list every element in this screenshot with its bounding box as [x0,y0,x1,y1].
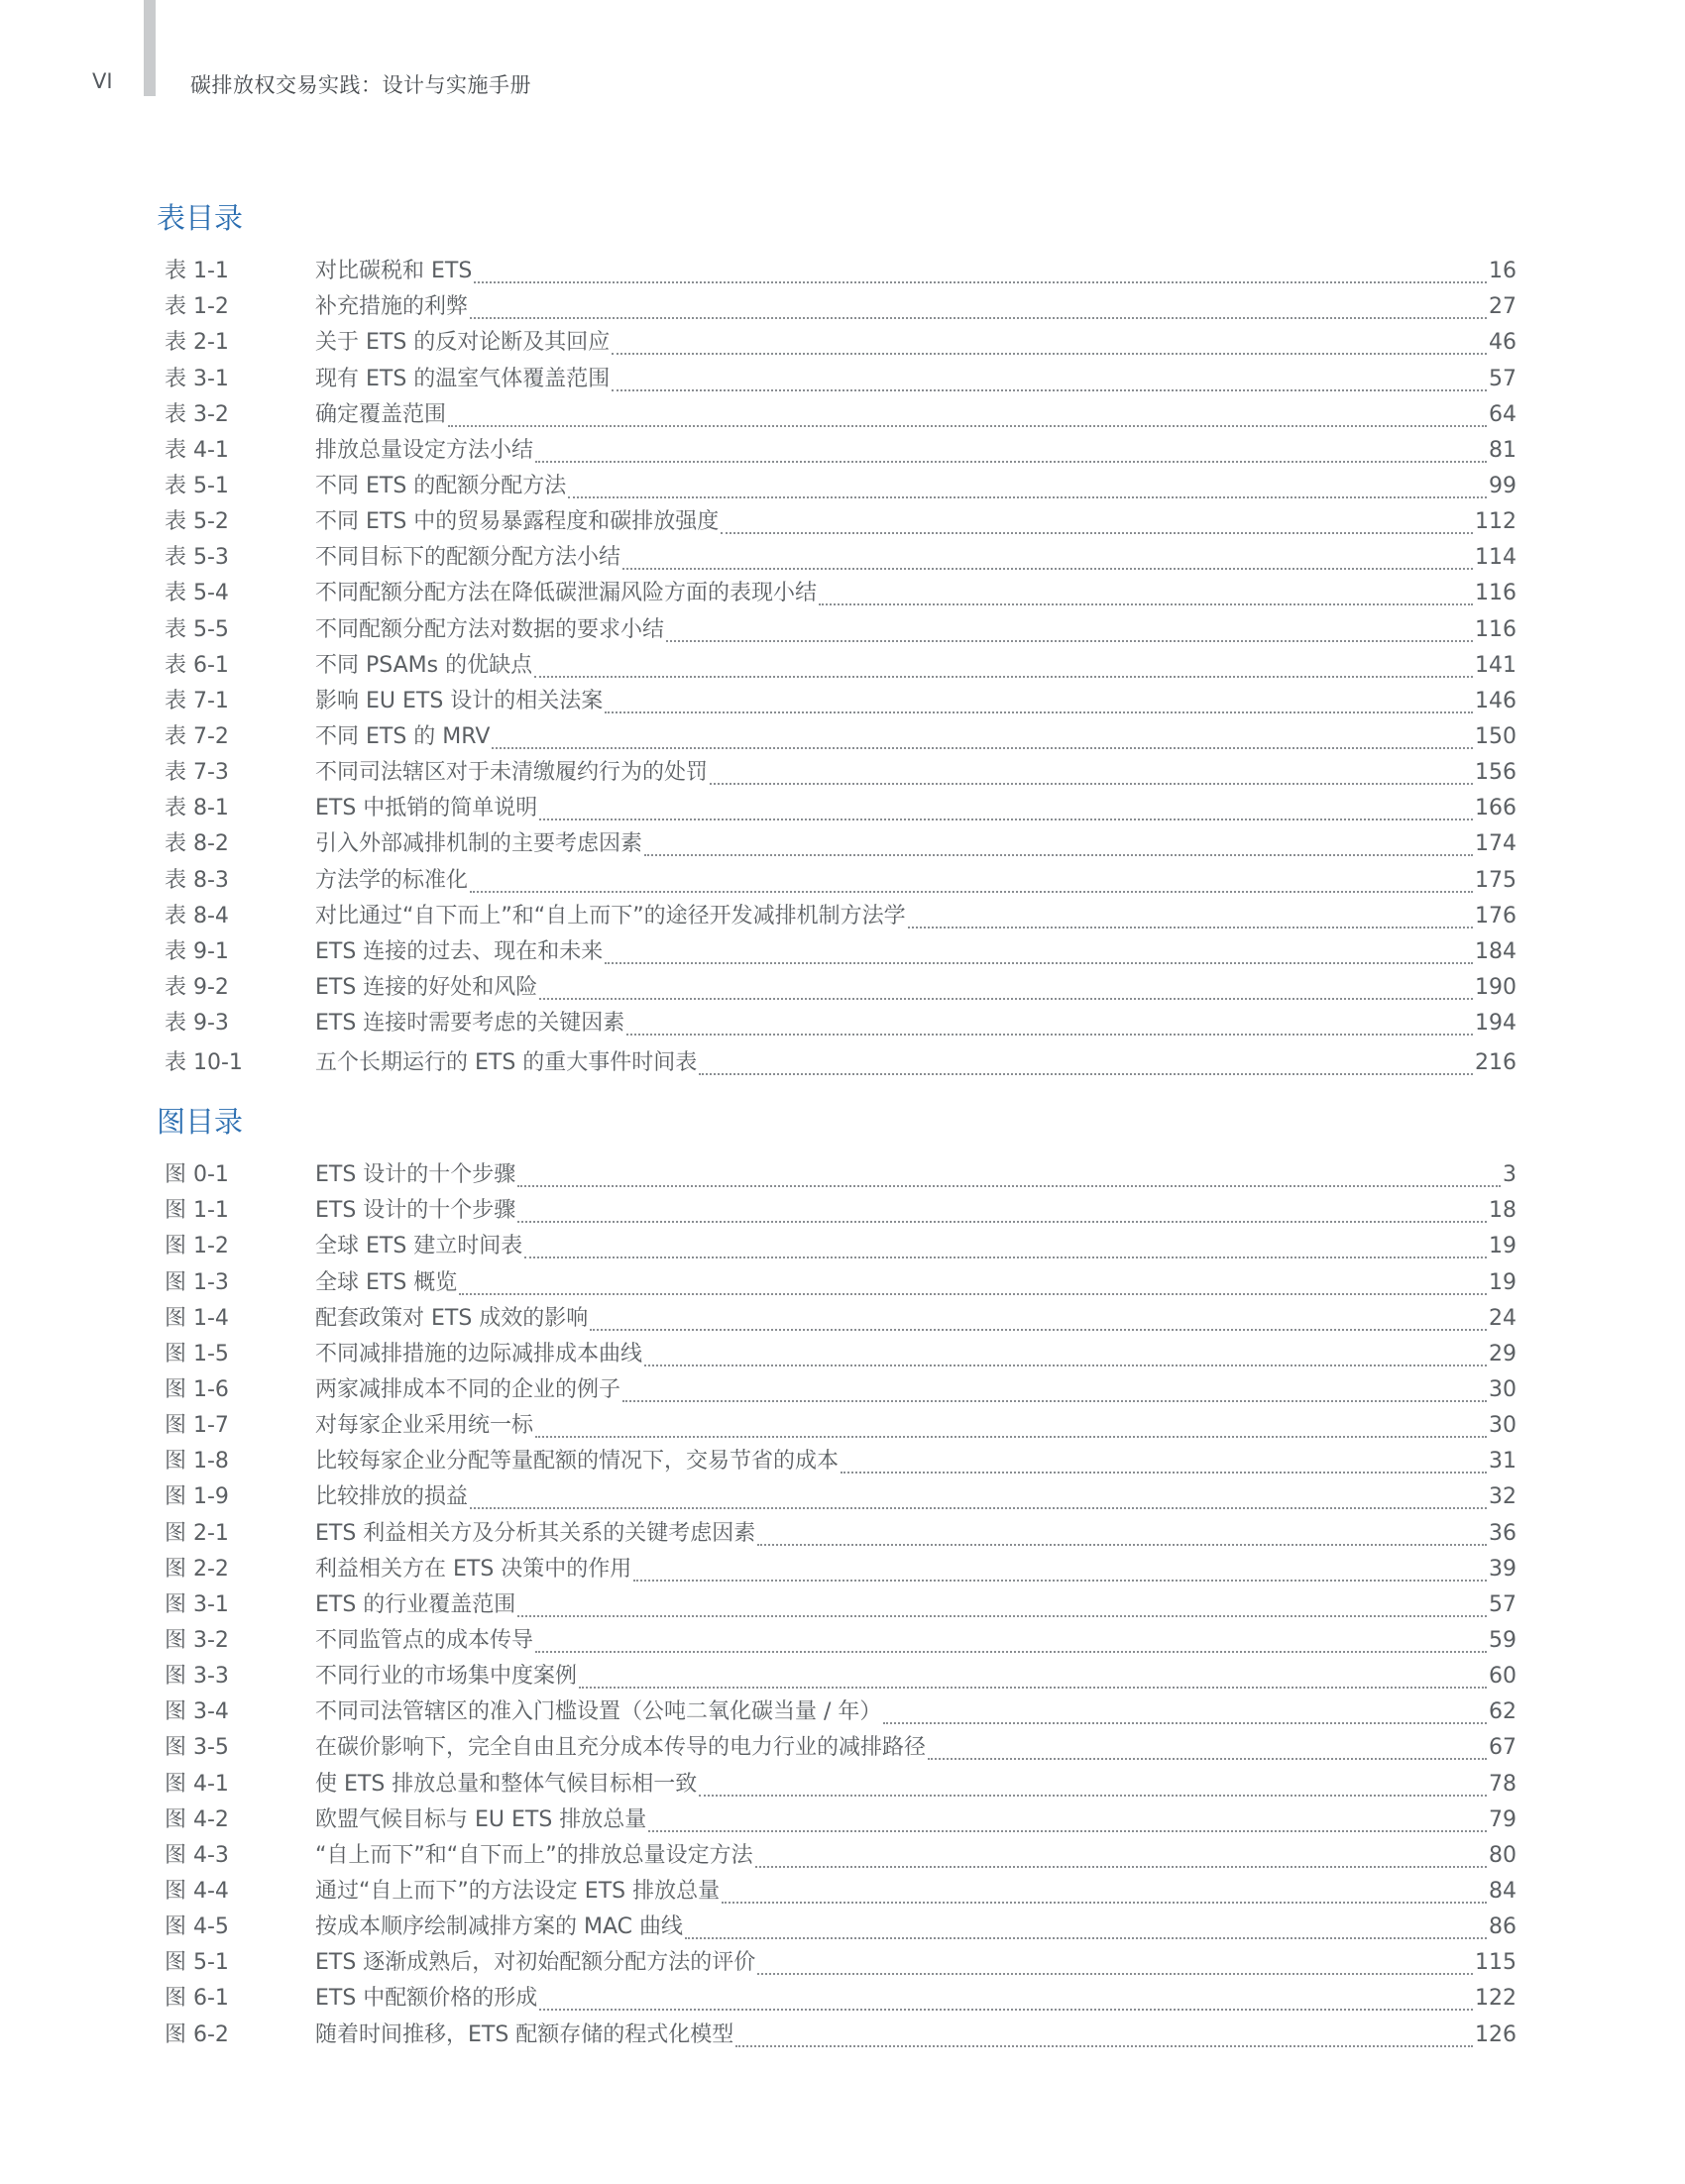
entry-title: ETS 的行业覆盖范围 [315,1591,516,1617]
entry-number: 图 3-5 [165,1735,229,1761]
entry-number: 表 8-1 [165,796,229,821]
toc-entry[interactable] [157,1838,1516,1874]
header-accent-bar [144,0,156,96]
dot-leader [459,1292,1487,1295]
dot-leader [517,1614,1487,1617]
dot-leader [622,567,1473,570]
entry-page-number: 19 [1489,1269,1516,1295]
entry-title: 按成本顺序绘制减排方案的 MAC 曲线 [315,1914,683,1940]
entry-title: 通过“自上而下”的方法设定 ETS 排放总量 [315,1878,721,1904]
entry-page-number: 32 [1489,1484,1516,1510]
entry-number: 表 8-2 [165,831,229,857]
dot-leader [757,1543,1487,1546]
entry-page-number: 29 [1489,1341,1516,1366]
toc-entry[interactable] [157,826,1516,862]
dot-leader [534,675,1473,678]
entry-title: 现有 ETS 的温室气体覆盖范围 [315,366,611,391]
toc-entry[interactable] [157,719,1516,755]
dot-leader [535,1435,1487,1438]
dot-leader [539,818,1473,820]
toc-entry[interactable] [157,325,1516,361]
dot-leader [448,424,1487,427]
entry-page-number: 67 [1489,1735,1516,1761]
toc-entry[interactable] [157,1910,1516,1945]
entry-title: 不同行业的市场集中度案例 [315,1664,578,1690]
entry-page-number: 150 [1475,723,1516,749]
entry-number: 表 8-4 [165,903,229,928]
entry-number: 图 4-2 [165,1806,229,1832]
dot-leader [539,997,1473,1000]
entry-number: 图 1-7 [165,1413,229,1439]
entry-title: 利益相关方在 ETS 决策中的作用 [315,1556,632,1582]
entry-number: 图 6-1 [165,1986,229,2012]
toc-entry[interactable] [157,1552,1516,1587]
dot-leader [470,890,1473,893]
dot-leader [535,1650,1487,1653]
entry-page-number: 99 [1489,473,1516,498]
entry-title: 在碳价影响下，完全自由且充分成本传导的电力行业的减排路径 [315,1735,927,1761]
toc-entry[interactable] [157,1802,1516,1838]
entry-title: 不同配额分配方法在降低碳泄漏风险方面的表现小结 [315,581,818,606]
entry-number: 表 4-1 [165,437,229,463]
entry-number: 图 4-4 [165,1878,229,1904]
dot-leader [928,1757,1487,1760]
entry-number: 表 2-1 [165,330,229,356]
entry-title: 两家减排成本不同的企业的例子 [315,1376,621,1402]
dot-leader [605,961,1473,964]
entry-page-number: 19 [1489,1234,1516,1259]
entry-title: 补充措施的利弊 [315,294,469,320]
entry-title: 关于 ETS 的反对论断及其回应 [315,330,611,356]
dot-leader [633,1579,1487,1582]
entry-title: ETS 连接的好处和风险 [315,974,538,1000]
toc-entry[interactable] [157,791,1516,826]
toc-entry[interactable] [157,2017,1516,2052]
entry-page-number: 194 [1475,1011,1516,1037]
toc-entry[interactable] [157,1372,1516,1408]
toc-entry[interactable] [157,289,1516,325]
dot-leader [590,1328,1487,1331]
entry-page-number: 86 [1489,1914,1516,1940]
toc-entry[interactable] [157,684,1516,719]
entry-page-number: 3 [1503,1162,1516,1188]
toc-entry[interactable] [157,1337,1516,1372]
toc-entry[interactable] [157,1444,1516,1479]
toc-entry[interactable] [157,1766,1516,1802]
entry-title: 引入外部减排机制的主要考虑因素 [315,831,643,857]
toc-entry[interactable] [157,504,1516,540]
entry-number: 图 1-8 [165,1449,229,1474]
dot-leader [699,1072,1473,1075]
toc-entry[interactable] [157,611,1516,647]
dot-leader [579,1686,1487,1689]
entry-page-number: 126 [1475,2021,1516,2047]
list-of-tables-heading: 表目录 [157,201,244,235]
entry-page-number: 57 [1489,1591,1516,1617]
entry-number: 表 5-4 [165,581,229,606]
entry-title: 不同减排措施的边际减排成本曲线 [315,1341,643,1366]
entry-number: 图 1-6 [165,1376,229,1402]
entry-number: 表 9-2 [165,974,229,1000]
toc-entry[interactable] [157,1264,1516,1300]
dot-leader [517,1184,1501,1187]
dot-leader [626,1033,1473,1036]
toc-entry[interactable] [157,970,1516,1006]
dot-leader [819,602,1473,605]
toc-entry[interactable] [157,1730,1516,1766]
entry-number: 图 2-2 [165,1556,229,1582]
dot-leader [470,1506,1487,1509]
entry-number: 表 5-2 [165,509,229,535]
dot-leader [735,2044,1473,2047]
entry-title: 对比通过“自下而上”和“自上而下”的途径开发减排机制方法学 [315,903,906,928]
toc-entry[interactable] [157,1045,1516,1081]
dot-leader [524,1256,1487,1258]
entry-title: ETS 中抵销的简单说明 [315,796,538,821]
entry-number: 表 5-3 [165,545,229,571]
entry-number: 图 1-2 [165,1234,229,1259]
entry-page-number: 84 [1489,1878,1516,1904]
entry-number: 图 3-2 [165,1627,229,1653]
entry-page-number: 115 [1475,1950,1516,1976]
entry-page-number: 166 [1475,796,1516,821]
entry-page-number: 59 [1489,1627,1516,1653]
list-of-figures-entries [157,1157,1516,2053]
toc-entry[interactable] [157,1659,1516,1694]
entry-page-number: 116 [1475,581,1516,606]
entry-page-number: 30 [1489,1413,1516,1439]
dot-leader [721,531,1473,534]
entry-number: 图 1-5 [165,1341,229,1366]
page-number: VI [92,69,113,93]
toc-entry[interactable] [157,755,1516,791]
entry-number: 图 2-1 [165,1520,229,1546]
entry-title: 比较排放的损益 [315,1484,469,1510]
entry-page-number: 190 [1475,974,1516,1000]
entry-page-number: 141 [1475,652,1516,678]
entry-title: 全球 ETS 建立时间表 [315,1234,523,1259]
entry-number: 图 5-1 [165,1950,229,1976]
toc-entry[interactable] [157,1945,1516,1981]
entry-page-number: 114 [1475,545,1516,571]
dot-leader [644,853,1473,856]
entry-page-number: 81 [1489,437,1516,463]
dot-leader [517,1220,1487,1223]
entry-number: 图 0-1 [165,1162,229,1188]
dot-leader [908,926,1473,928]
entry-page-number: 64 [1489,401,1516,427]
entry-title: 随着时间推移，ETS 配额存储的程式化模型 [315,2021,734,2047]
dot-leader [568,495,1487,498]
toc-entry[interactable] [157,361,1516,396]
entry-page-number: 78 [1489,1771,1516,1797]
entry-number: 表 7-3 [165,760,229,786]
entry-number: 表 7-2 [165,723,229,749]
toc-entry[interactable] [157,1193,1516,1229]
dot-leader [474,280,1487,283]
entry-page-number: 24 [1489,1305,1516,1331]
entry-number: 图 3-4 [165,1699,229,1725]
dot-leader [612,352,1487,355]
dot-leader [666,639,1473,642]
entry-number: 图 4-5 [165,1914,229,1940]
toc-entry[interactable] [157,648,1516,684]
entry-number: 图 1-3 [165,1269,229,1295]
entry-title: ETS 中配额价格的形成 [315,1986,538,2012]
entry-title: 比较每家企业分配等量配额的情况下，交易节省的成本 [315,1449,840,1474]
entry-page-number: 112 [1475,509,1516,535]
dot-leader [470,316,1487,319]
entry-number: 表 9-3 [165,1011,229,1037]
toc-entry[interactable] [157,1229,1516,1264]
entry-title: 配套政策对 ETS 成效的影响 [315,1305,589,1331]
entry-number: 图 1-9 [165,1484,229,1510]
toc-entry[interactable] [157,1587,1516,1623]
toc-entry[interactable] [157,862,1516,898]
toc-entry[interactable] [157,1479,1516,1515]
toc-entry[interactable] [157,1981,1516,2017]
entry-title: ETS 设计的十个步骤 [315,1162,516,1188]
entry-title: 确定覆盖范围 [315,401,447,427]
entry-title: 对比碳税和 ETS [315,259,473,284]
entry-number: 图 1-1 [165,1198,229,1224]
entry-number: 图 3-1 [165,1591,229,1617]
entry-number: 表 5-1 [165,473,229,498]
entry-page-number: 80 [1489,1842,1516,1868]
entry-page-number: 216 [1475,1050,1516,1076]
dot-leader [535,460,1487,463]
toc-entry[interactable] [157,433,1516,469]
toc-entry[interactable] [157,1515,1516,1551]
entry-page-number: 30 [1489,1376,1516,1402]
entry-title: 不同司法辖区对于未清缴履约行为的处罚 [315,760,709,786]
entry-page-number: 27 [1489,294,1516,320]
dot-leader [710,782,1473,785]
entry-title: ETS 设计的十个步骤 [315,1198,516,1224]
entry-page-number: 184 [1475,938,1516,964]
entry-number: 表 6-1 [165,652,229,678]
entry-page-number: 174 [1475,831,1516,857]
entry-title: 不同监管点的成本传导 [315,1627,534,1653]
dot-leader [605,710,1473,713]
toc-entry[interactable] [157,1157,1516,1193]
entry-number: 表 9-1 [165,938,229,964]
entry-page-number: 116 [1475,616,1516,642]
running-header-title: 碳排放权交易实践：设计与实施手册 [190,73,531,97]
entry-number: 表 1-2 [165,294,229,320]
entry-title: 使 ETS 排放总量和整体气候目标相一致 [315,1771,698,1797]
toc-entry[interactable] [157,899,1516,934]
entry-number: 图 1-4 [165,1305,229,1331]
toc-entry[interactable] [157,1408,1516,1444]
entry-page-number: 39 [1489,1556,1516,1582]
entry-page-number: 175 [1475,867,1516,893]
entry-page-number: 60 [1489,1664,1516,1690]
entry-page-number: 18 [1489,1198,1516,1224]
entry-page-number: 31 [1489,1449,1516,1474]
toc-entry[interactable] [157,397,1516,433]
toc-entry[interactable] [157,1874,1516,1910]
entry-page-number: 176 [1475,903,1516,928]
dot-leader [699,1794,1487,1797]
entry-title: 影响 EU ETS 设计的相关法案 [315,688,604,713]
entry-title: 对每家企业采用统一标 [315,1413,534,1439]
dot-leader [644,1364,1487,1366]
entry-page-number: 146 [1475,688,1516,713]
entry-title: 不同目标下的配额分配方法小结 [315,545,621,571]
entry-page-number: 122 [1475,1986,1516,2012]
toc-entry[interactable] [157,934,1516,970]
entry-number: 表 3-2 [165,401,229,427]
list-of-tables-entries [157,254,1516,1081]
entry-number: 图 3-3 [165,1664,229,1690]
toc-entry[interactable] [157,576,1516,611]
entry-page-number: 57 [1489,366,1516,391]
toc-entry[interactable] [157,540,1516,576]
dot-leader [755,1865,1487,1868]
entry-title: 不同配额分配方法对数据的要求小结 [315,616,665,642]
dot-leader [722,1901,1487,1904]
entry-title: 不同 ETS 中的贸易暴露程度和碳排放强度 [315,509,720,535]
entry-number: 表 1-1 [165,259,229,284]
entry-title: 不同 ETS 的 MRV [315,723,491,749]
entry-title: 全球 ETS 概览 [315,1269,458,1295]
dot-leader [685,1936,1487,1939]
dot-leader [492,746,1473,749]
toc-entry[interactable] [157,1694,1516,1730]
entry-page-number: 16 [1489,259,1516,284]
entry-title: ETS 逐渐成熟后，对初始配额分配方法的评价 [315,1950,756,1976]
dot-leader [648,1829,1487,1832]
entry-title: 不同 PSAMs 的优缺点 [315,652,533,678]
toc-entry[interactable] [157,1623,1516,1659]
entry-title: “自上而下”和“自下而上”的排放总量设定方法 [315,1842,753,1868]
dot-leader [539,2008,1473,2011]
entry-number: 表 3-1 [165,366,229,391]
dot-leader [757,1972,1473,1975]
entry-title: 欧盟气候目标与 EU ETS 排放总量 [315,1806,647,1832]
toc-entry[interactable] [157,254,1516,289]
toc-entry[interactable] [157,1301,1516,1337]
entry-number: 表 7-1 [165,688,229,713]
entry-number: 表 5-5 [165,616,229,642]
entry-title: 五个长期运行的 ETS 的重大事件时间表 [315,1050,698,1076]
entry-title: ETS 利益相关方及分析其关系的关键考虑因素 [315,1520,756,1546]
toc-entry[interactable] [157,1006,1516,1041]
entry-page-number: 62 [1489,1699,1516,1725]
entry-number: 图 4-3 [165,1842,229,1868]
list-of-figures [157,1102,1516,2053]
dot-leader [841,1471,1487,1474]
list-of-figures-heading: 图目录 [157,1105,244,1139]
toc-entry[interactable] [157,469,1516,504]
list-of-tables [157,198,1516,1081]
dot-leader [883,1721,1487,1724]
entry-number: 图 4-1 [165,1771,229,1797]
entry-title: 方法学的标准化 [315,867,469,893]
dot-leader [612,388,1487,391]
entry-number: 表 10-1 [165,1050,243,1076]
dot-leader [622,1399,1487,1402]
entry-page-number: 156 [1475,760,1516,786]
entry-title: 不同司法管辖区的准入门槛设置（公吨二氧化碳当量 / 年） [315,1699,882,1725]
entry-number: 表 8-3 [165,867,229,893]
entry-title: ETS 连接的过去、现在和未来 [315,938,604,964]
entry-title: 不同 ETS 的配额分配方法 [315,473,567,498]
entry-title: 排放总量设定方法小结 [315,437,534,463]
entry-page-number: 46 [1489,330,1516,356]
entry-page-number: 36 [1489,1520,1516,1546]
entry-title: ETS 连接时需要考虑的关键因素 [315,1011,625,1037]
entry-page-number: 79 [1489,1806,1516,1832]
entry-number: 图 6-2 [165,2021,229,2047]
